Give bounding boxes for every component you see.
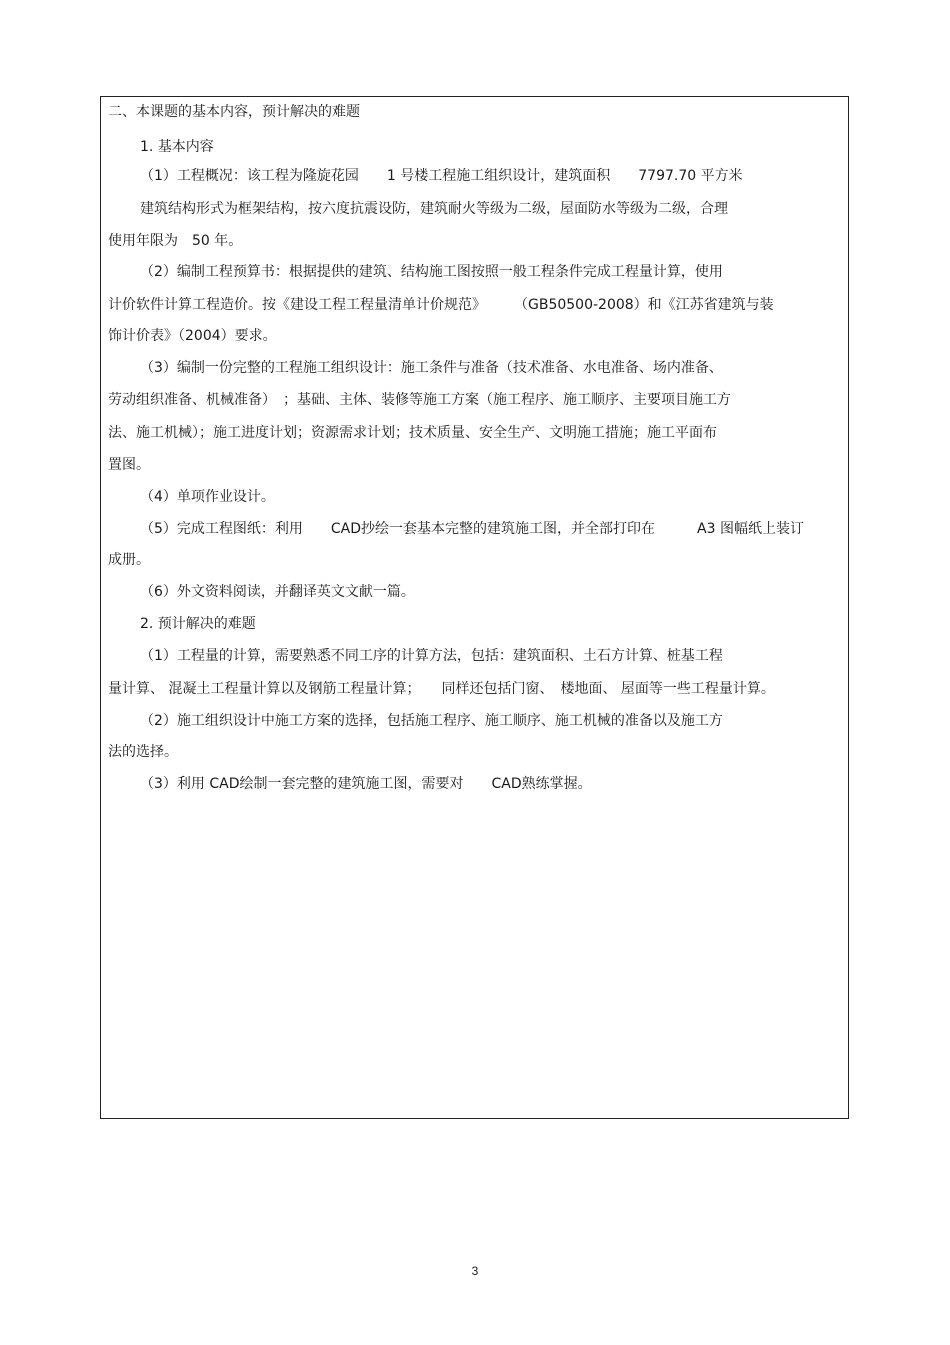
text-line: 饰计价表》（2004）要求。 [108,328,277,344]
text-line: 计价软件计算工程造价。按《建设工程工程量清单计价规范》 （GB50500-2008）和《江苏省建筑与装 [108,297,774,313]
subsection-basic-content: 1. 基本内容 [140,139,214,155]
text-line: 使用年限为 50 年。 [108,233,243,249]
text-line: （5）完成工程图纸：利用 CAD抄绘一套基本完整的建筑施工图，并全部打印在 A3 图幅纸上装订 [140,521,804,537]
text-line: （3）编制一份完整的工程施工组织设计：施工条件与准备（技术准备、水电准备、场内准备、 [140,360,723,376]
text-line: （2）施工组织设计中施工方案的选择，包括施工程序、施工顺序、施工机械的准备以及施工方 [140,713,723,729]
subsection-expected-problems: 2. 预计解决的难题 [140,616,256,632]
text-line: 量计算、 混凝土工程量计算以及钢筋工程量计算； 同样还包括门窗、 楼地面、 屋面等一些工程量计算。 [108,681,775,697]
text-line: （2）编制工程预算书：根据提供的建筑、结构施工图按照一般工程条件完成工程量计算，使用 [140,264,723,280]
text-line: 劳动组织准备、机械准备） ；基础、主体、装修等施工方案（施工程序、施工顺序、主要项目施工方 [108,392,731,408]
page-number: 3 [471,1264,479,1278]
text-line: 成册。 [108,552,150,568]
text-line: 法的选择。 [108,744,178,760]
text-line: （3）利用 CAD绘制一套完整的建筑施工图，需要对 CAD熟练掌握。 [140,776,592,792]
text-line: 法、施工机械）；施工进度计划；资源需求计划；技术质量、安全生产、文明施工措施；施工平面布 [108,425,717,441]
text-line: （1）工程量的计算，需要熟悉不同工序的计算方法，包括：建筑面积、土石方计算、桩基工程 [140,648,723,664]
text-line: （1）工程概况：该工程为隆旋花园 1 号楼工程施工组织设计，建筑面积 7797.70 平方米 [140,168,743,184]
section-heading: 二、本课题的基本内容，预计解决的难题 [108,104,360,120]
text-line: （6）外文资料阅读，并翻译英文文献一篇。 [140,584,415,600]
text-line: （4）单项作业设计。 [140,489,275,505]
text-line: 建筑结构形式为框架结构，按六度抗震设防，建筑耐火等级为二级，屋面防水等级为二级，合理 [140,201,728,217]
text-line: 置图。 [108,457,150,473]
